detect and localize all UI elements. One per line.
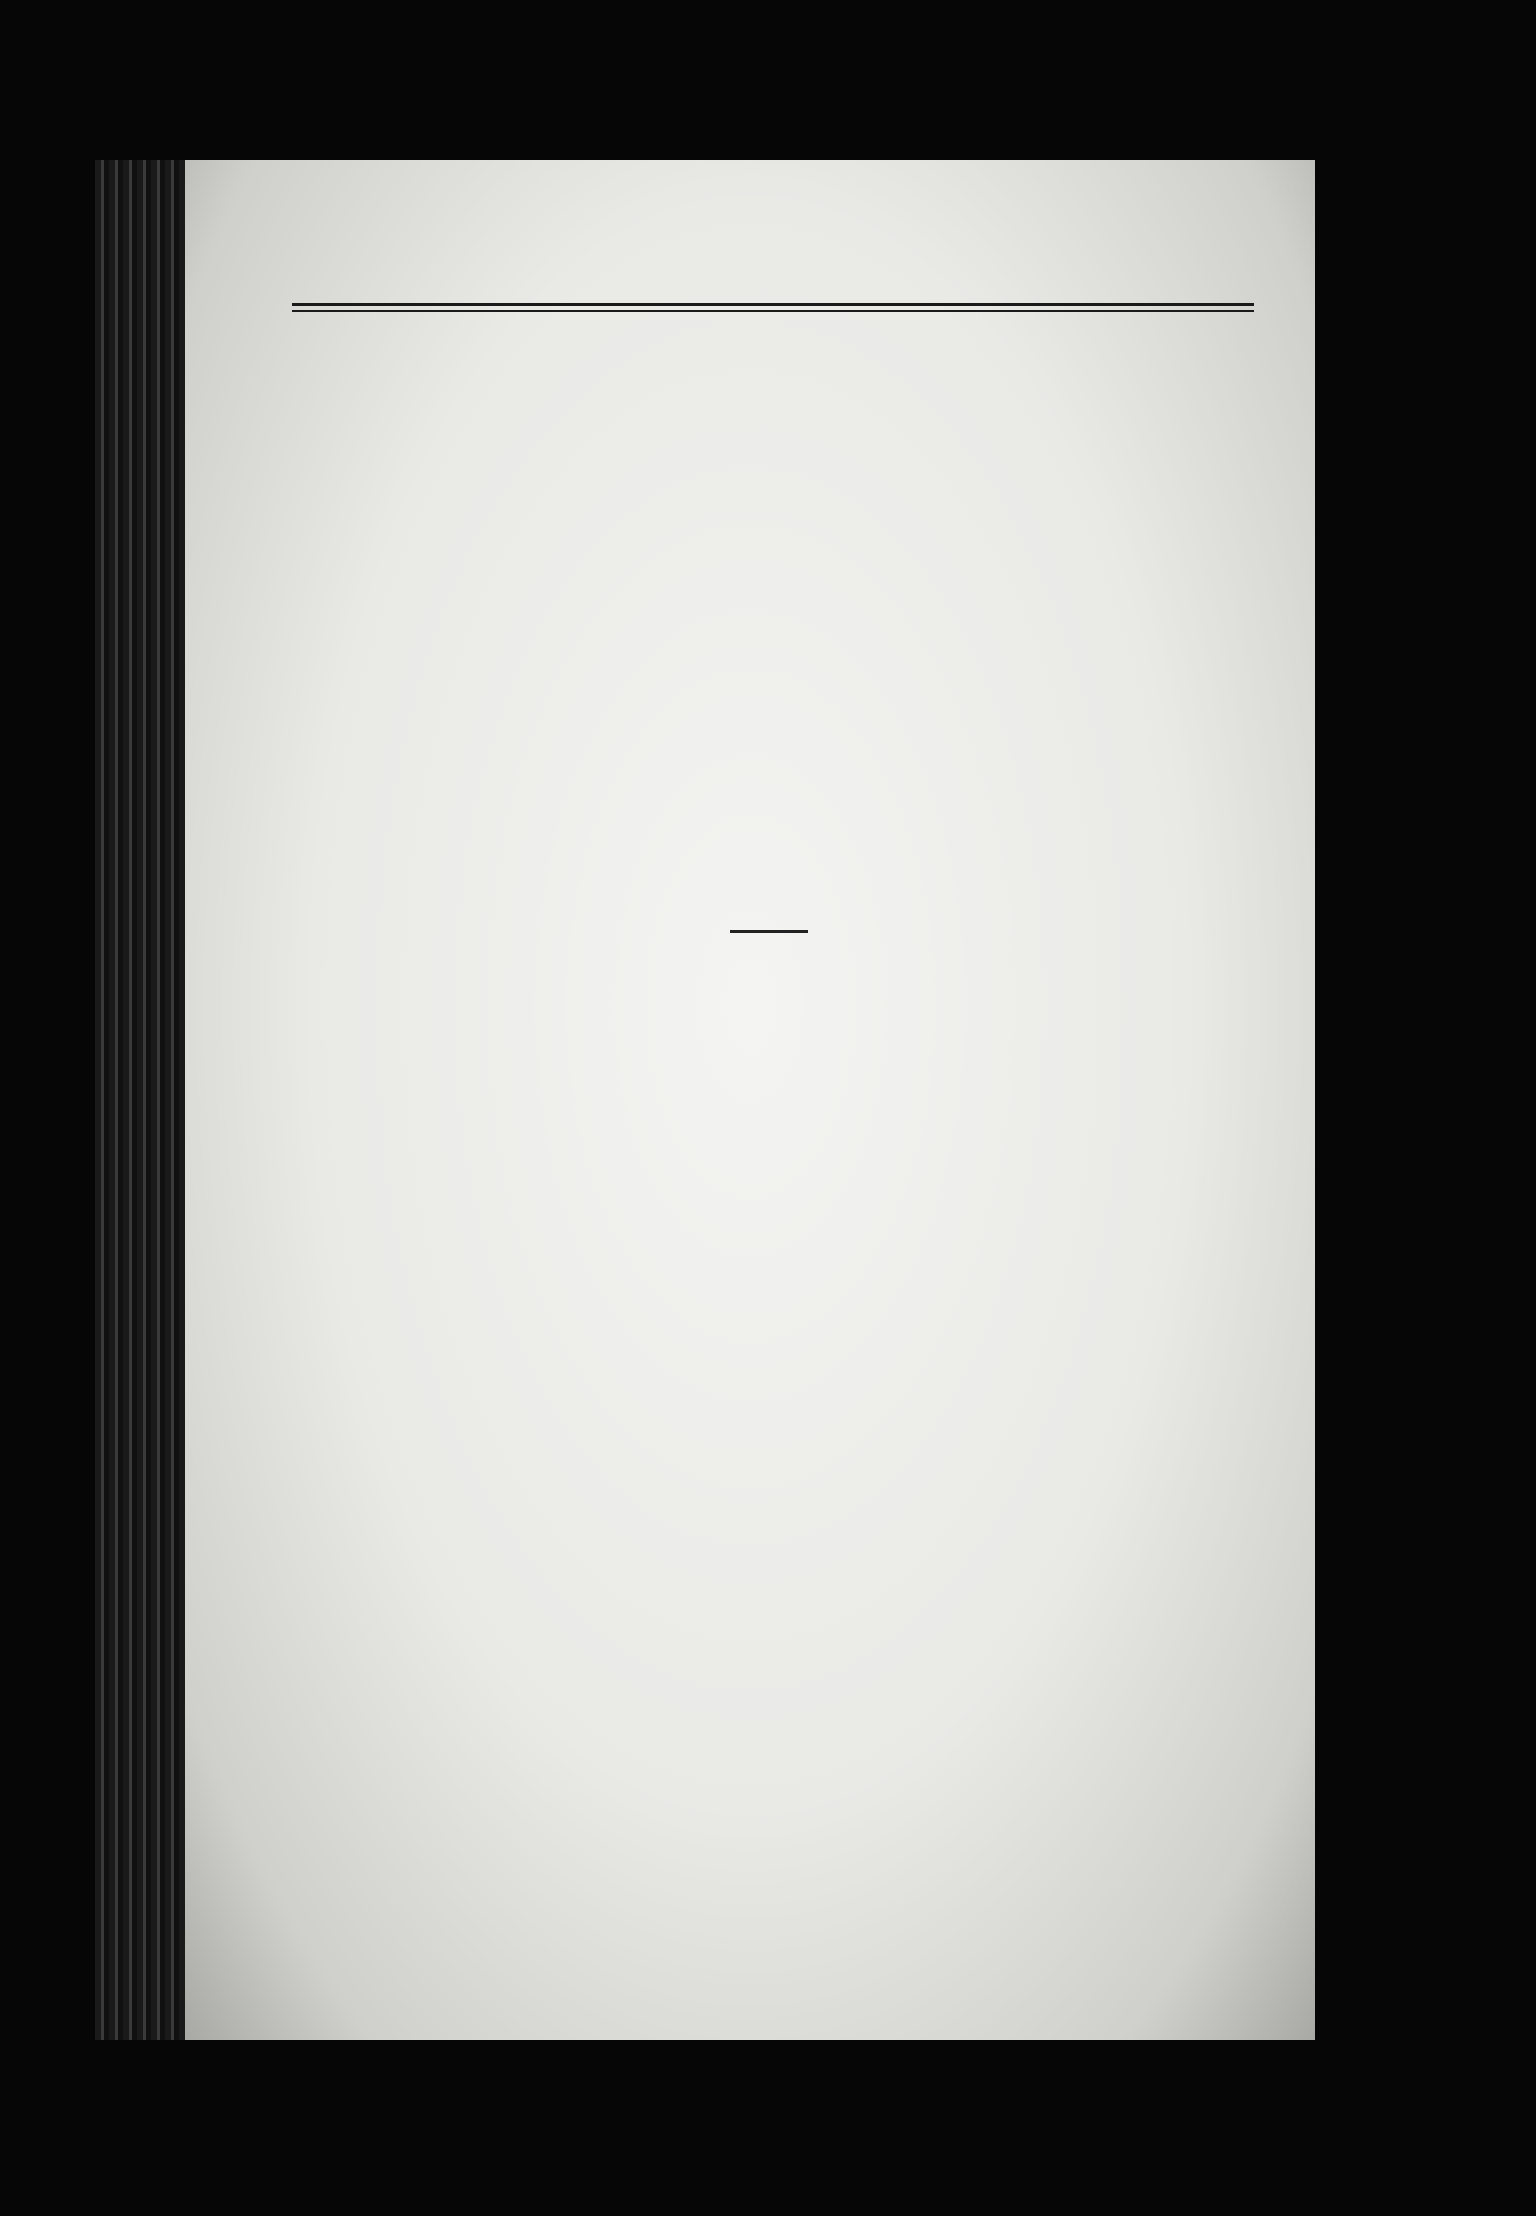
section-divider <box>730 930 808 933</box>
book-spine <box>95 160 185 2040</box>
header-rule-top <box>292 303 1254 306</box>
left-page <box>185 160 1315 2040</box>
header-rule-bottom <box>292 310 1254 312</box>
